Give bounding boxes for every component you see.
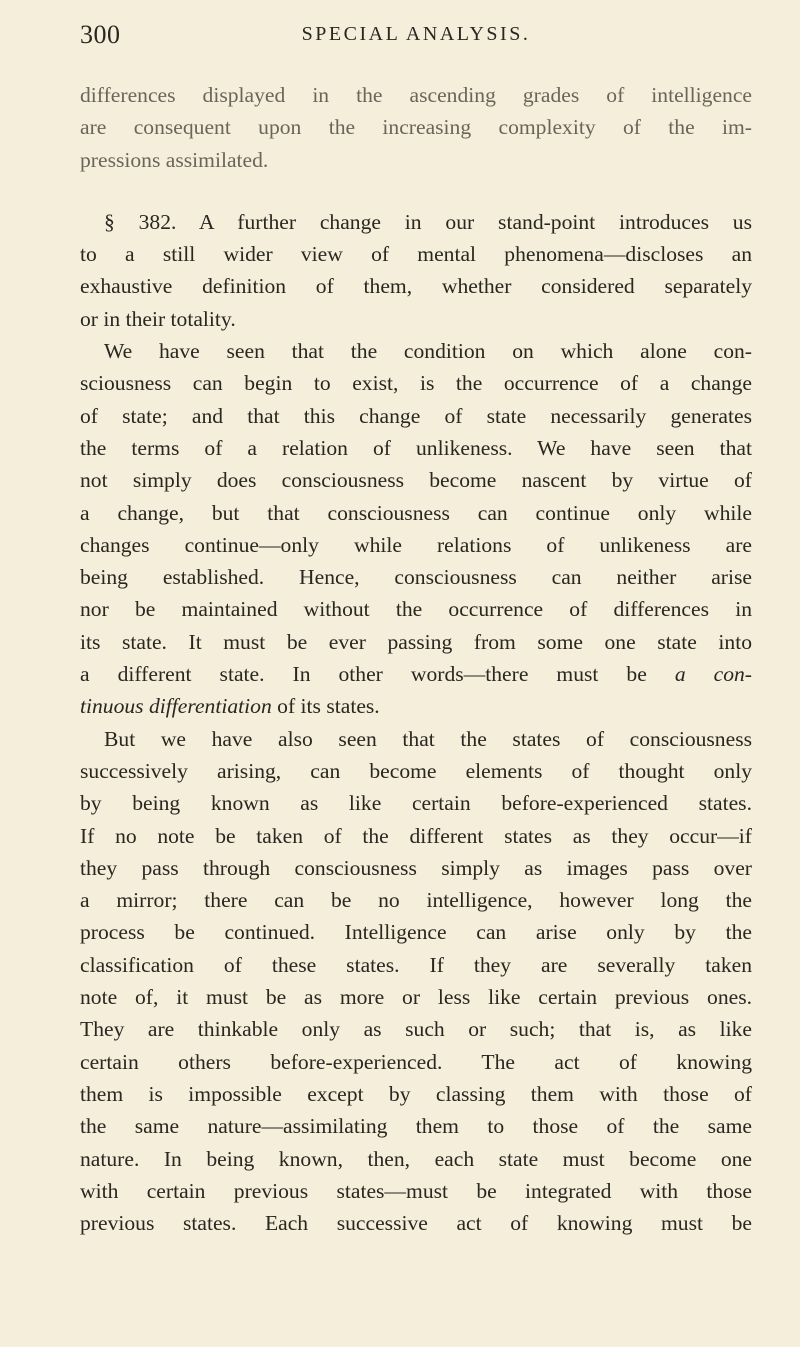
text-line: with certain previous states—must be integrated with those bbox=[80, 1178, 752, 1203]
text-line: are consequent upon the increasing complexity of the im- bbox=[80, 115, 752, 140]
paragraph-assimilation bbox=[80, 723, 752, 1240]
running-title: SPECIAL ANALYSIS. bbox=[301, 23, 531, 45]
text-segment: of its states. bbox=[271, 694, 380, 719]
text-line: differences displayed in the ascending grades of intelligence bbox=[80, 83, 752, 107]
text-line: sciousness can begin to exist, is the occurrence of a change bbox=[80, 371, 752, 396]
paragraph-continuation bbox=[80, 79, 752, 176]
paragraph-differentiation bbox=[80, 335, 752, 723]
text-line: the terms of a relation of unlikeness. We have seen that bbox=[80, 435, 752, 460]
text-line: to a still wider view of mental phenomena—discloses an bbox=[80, 242, 752, 267]
page-header bbox=[80, 20, 752, 60]
page-body bbox=[80, 79, 752, 1239]
text-line: § 382. A further change in our stand-point introduces us bbox=[104, 209, 752, 234]
text-line: or in their totality. bbox=[80, 306, 236, 331]
text-line: certain others before-experienced. The act of knowing bbox=[80, 1049, 752, 1074]
text-segment: a different state. In other words—there must be bbox=[80, 662, 675, 687]
text-line: they pass through consciousness simply as images pass over bbox=[80, 855, 752, 880]
text-line: by being known as like certain before-experienced states. bbox=[80, 791, 752, 816]
text-line: a mirror; there can be no intelligence, however long the bbox=[80, 888, 752, 913]
text-line: We have seen that the condition on which alone con- bbox=[104, 339, 752, 364]
text-line: the same nature—assimilating them to those of the same bbox=[80, 1114, 752, 1139]
text-line: note of, it must be as more or less like certain previous ones. bbox=[80, 985, 752, 1010]
italic-phrase: tinuous differentiation bbox=[80, 694, 272, 719]
text-line: previous states. Each successive act of knowing must be bbox=[80, 1211, 752, 1236]
text-line: nor be maintained without the occurrence of differences in bbox=[80, 597, 752, 622]
text-line bbox=[80, 690, 752, 722]
text-line: exhaustive definition of them, whether considered separately bbox=[80, 274, 752, 299]
text-line bbox=[80, 658, 752, 690]
text-line: being established. Hence, consciousness can neither arise bbox=[80, 565, 752, 590]
text-line: changes continue—only while relations of unlikeness are bbox=[80, 532, 752, 557]
text-line: process be continued. Intelligence can arise only by the bbox=[80, 920, 752, 945]
text-line: successively arising, can become elements of thought only bbox=[80, 758, 752, 783]
text-line: nature. In being known, then, each state must become one bbox=[80, 1146, 752, 1171]
text-line: classification of these states. If they are severally taken bbox=[80, 952, 752, 977]
text-line: But we have also seen that the states of consciousness bbox=[104, 726, 752, 751]
section-382-paragraph bbox=[80, 206, 752, 335]
text-line: pressions assimilated. bbox=[80, 147, 269, 172]
paragraph-gap bbox=[80, 176, 752, 206]
text-line: them is impossible except by classing them with those of bbox=[80, 1081, 752, 1106]
text-line: If no note be taken of the different states as they occur—if bbox=[80, 823, 752, 848]
text-line: a change, but that consciousness can continue only while bbox=[80, 500, 752, 525]
text-line: not simply does consciousness become nascent by virtue of bbox=[80, 468, 752, 493]
text-line: They are thinkable only as such or such; that is, as like bbox=[80, 1017, 752, 1042]
text-line: of state; and that this change of state necessarily generates bbox=[80, 403, 752, 428]
page-number: 300 bbox=[80, 20, 121, 49]
text-line: its state. It must be ever passing from some one state into bbox=[80, 629, 752, 654]
italic-phrase: a con- bbox=[674, 662, 752, 687]
